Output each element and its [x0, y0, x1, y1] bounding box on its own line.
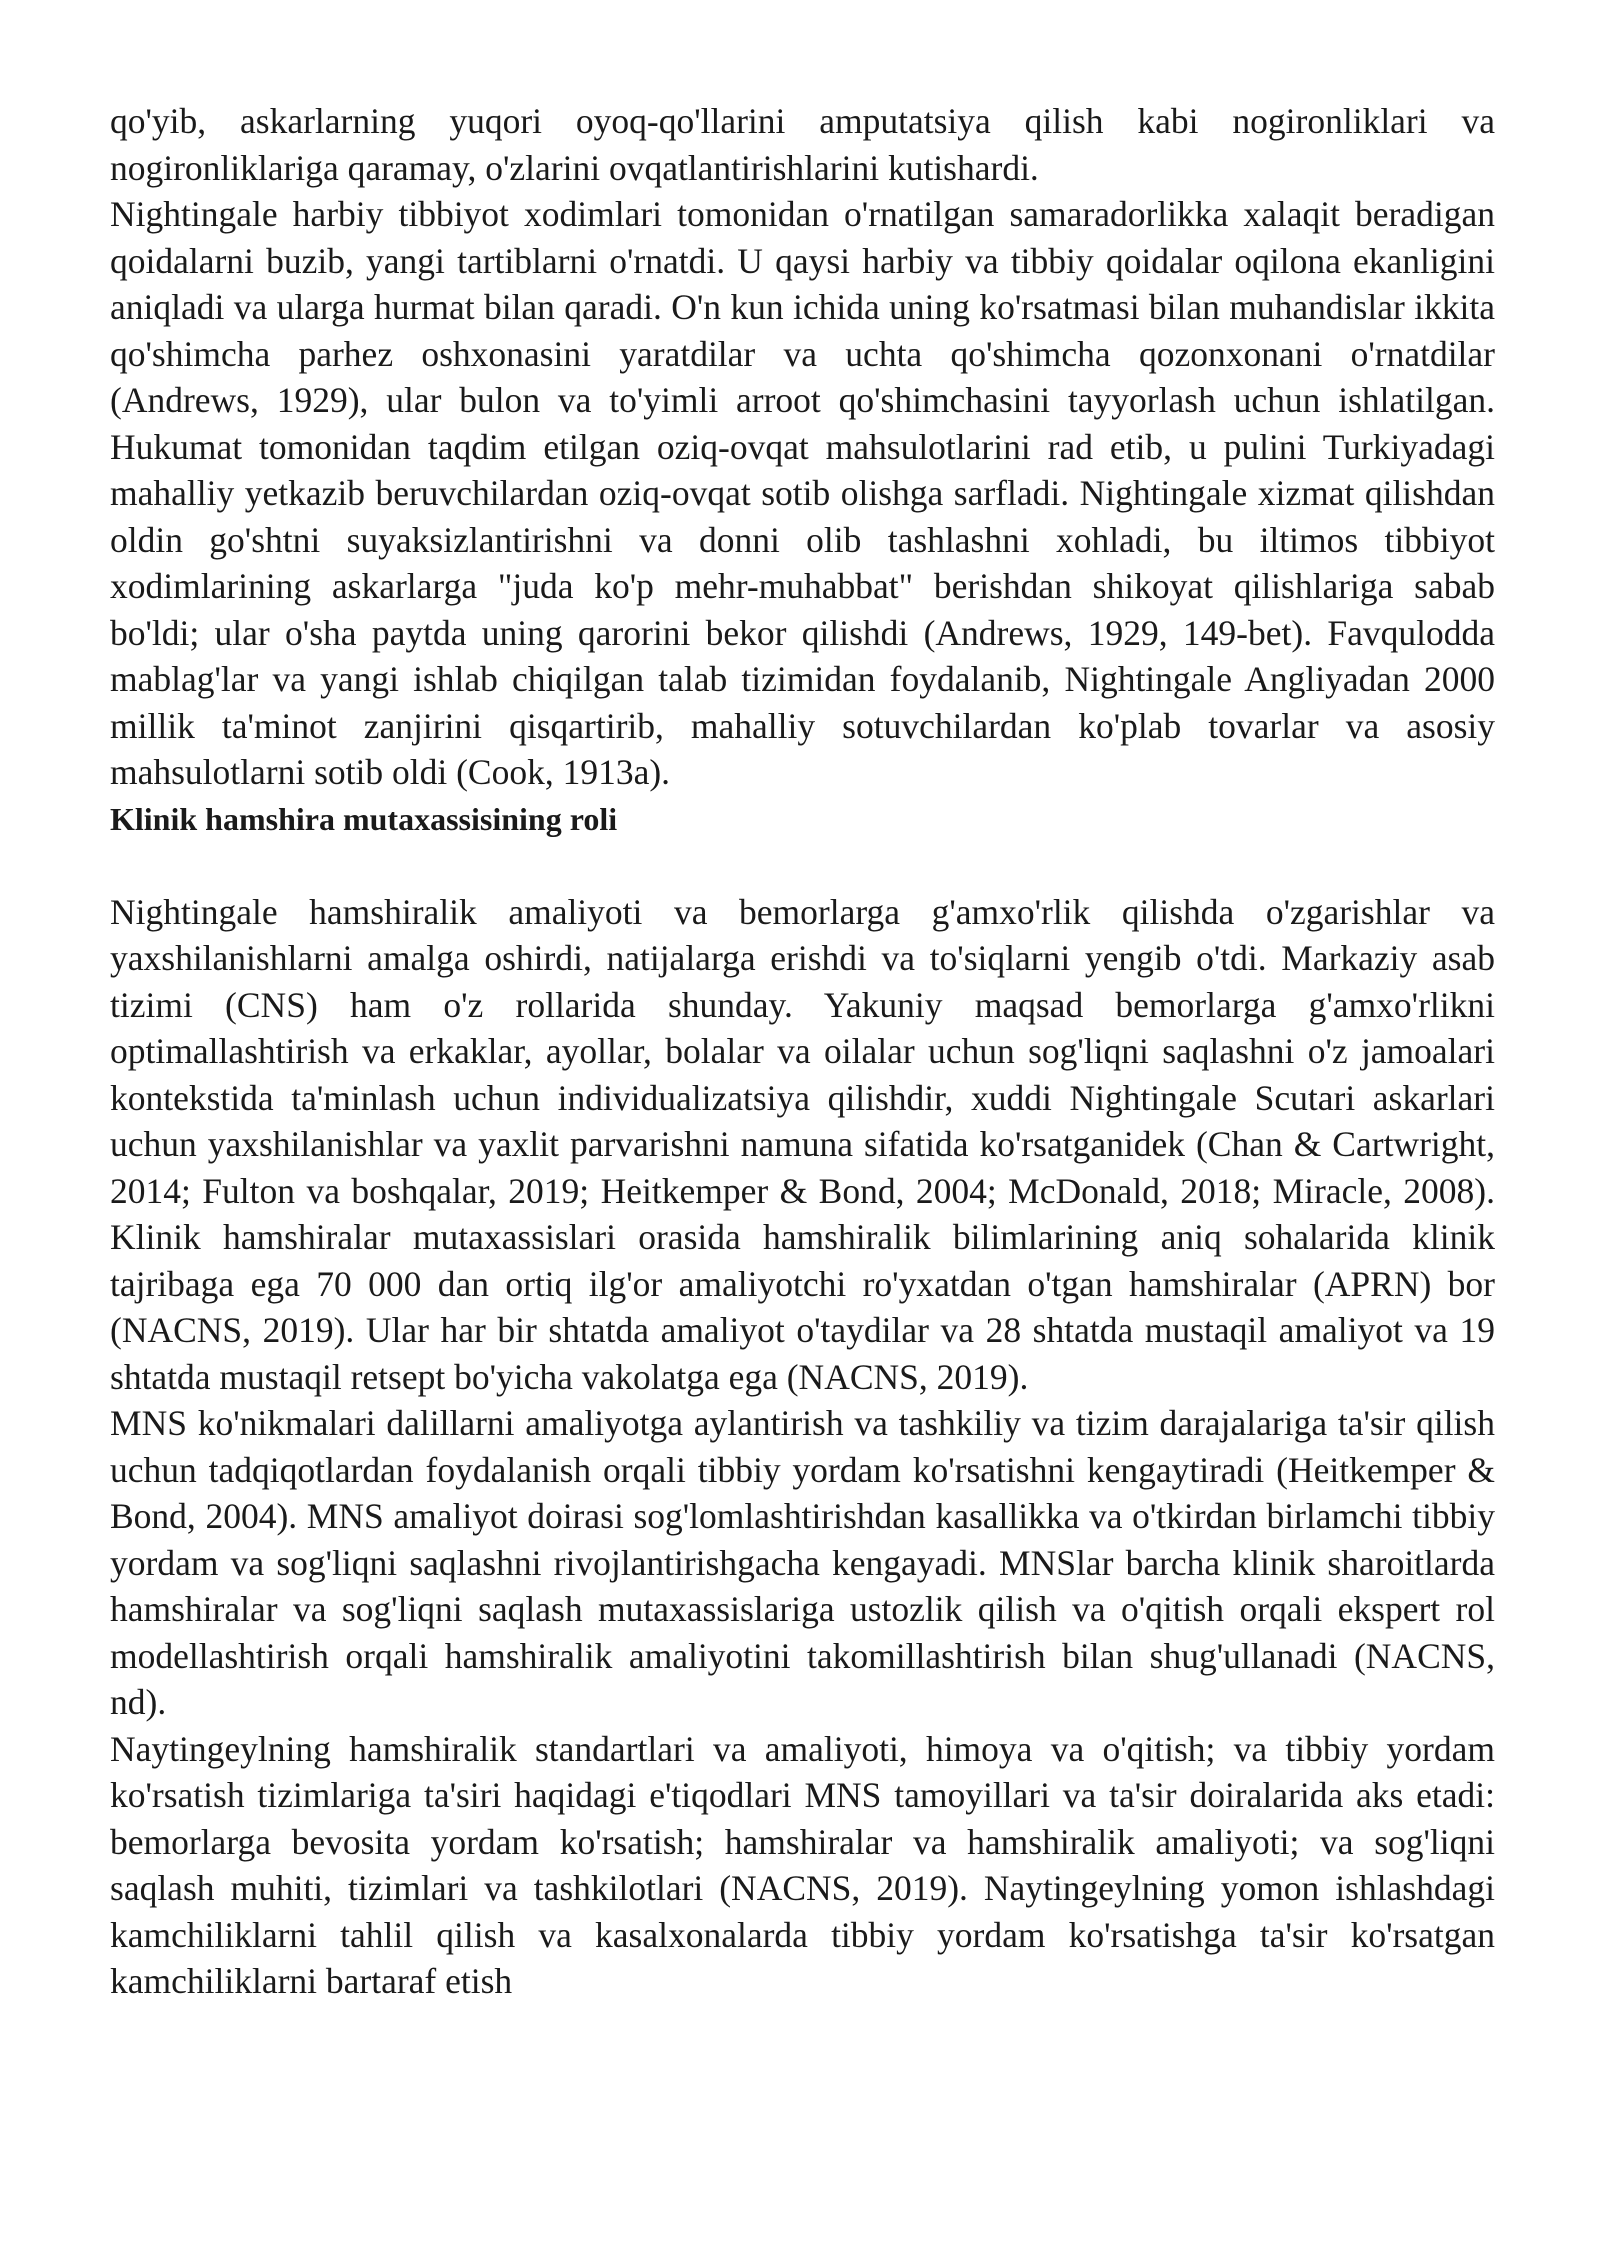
- paragraph-nightingale-rules: Nightingale harbiy tibbiyot xodimlari tomonidan o'rnatilgan samaradorlikka xalaqit beradigan qoidalarni buzib, yangi tartiblarni o'rnatdi. U qaysi harbiy va tibbiy qoidalar oqilona ekanligini aniqladi va ularga hurmat bilan qaradi. O'n kun ichida uning ko'rsatmasi bilan muhandislar ikkita qo'shimcha parhez oshxonasini yaratdilar va uchta qo'shimcha qozonxonani o'rnatdilar (Andrews, 1929), ular bulon va to'yimli arroot qo'shimchasini tayyorlash uchun ishlatilgan. Hukumat tomonidan taqdim etilgan oziq-ovqat mahsulotlarini rad etib, u pulini Turkiyadagi mahalliy yetkazib beruvchilardan oziq-ovqat sotib olishga sarfladi. Nightingale xizmat qilishdan oldin go'shtni suyaksizlantirishni va donni olib tashlashni xohladi, bu iltimos tibbiyot xodimlarining askarlarga "juda ko'p mehr-muhabbat" berishdan shikoyat qilishlariga sabab bo'ldi; ular o'sha paytda uning qarorini bekor qilishdi (Andrews, 1929, 149-bet). Favqulodda mablag'lar va yangi ishlab chiqilgan talab tizimidan foydalanib, Nightingale Angliyadan 2000 millik ta'minot zanjirini qisqartirib, mahalliy sotuvchilardan ko'plab tovarlar va asosiy mahsulotlarni sotib oldi (Cook, 1913a).: [110, 194, 1495, 792]
- document-page: [110, 98, 1495, 2005]
- paragraph-continuation: qo'yib, askarlarning yuqori oyoq-qo'llarini amputatsiya qilish kabi nogironliklari va nogironliklariga qaramay, o'zlarini ovqatlantirishlarini kutishardi.: [110, 101, 1495, 188]
- section-spacer: [110, 842, 1495, 889]
- paragraph-cns-role: Nightingale hamshiralik amaliyoti va bemorlarga g'amxo'rlik qilishda o'zgarishlar va yaxshilanishlarni amalga oshirdi, natijalarga erishdi va to'siqlarni yengib o'tdi. Markaziy asab tizimi (CNS) ham o'z rollarida shunday. Yakuniy maqsad bemorlarga g'amxo'rlikni optimallashtirish va erkaklar, ayollar, bolalar va oilalar uchun sog'liqni saqlashni o'z jamoalari kontekstida ta'minlash uchun individualizatsiya qilishdir, xuddi Nightingale Scutari askarlari uchun yaxshilanishlar va yaxlit parvarishni namuna sifatida ko'rsatganidek (Chan & Cartwright, 2014; Fulton va boshqalar, 2019; Heitkemper & Bond, 2004; McDonald, 2018; Miracle, 2008). Klinik hamshiralar mutaxassislari orasida hamshiralik bilimlarining aniq sohalarida klinik tajribaga ega 70 000 dan ortiq ilg'or amaliyotchi ro'yxatdan o'tgan hamshiralar (APRN) bor (NACNS, 2019). Ular har bir shtatda amaliyot o'taydilar va 28 shtatda mustaqil amaliyot va 19 shtatda mustaqil retsept bo'yicha vakolatga ega (NACNS, 2019).: [110, 891, 1495, 1397]
- paragraph-nightingale-standards: Naytingeylning hamshiralik standartlari va amaliyoti, himoya va o'qitish; va tibbiy yordam ko'rsatish tizimlariga ta'siri haqidagi e'tiqodlari MNS tamoyillari va ta'sir doiralarida aks etadi: bemorlarga bevosita yordam ko'rsatish; hamshiralar va hamshiralik amaliyoti; va sog'liqni saqlash muhiti, tizimlari va tashkilotlari (NACNS, 2019). Naytingeylning yomon ishlashdagi kamchiliklarni tahlil qilish va kasalxonalarda tibbiy yordam ko'rsatishga ta'sir ko'rsatgan kamchiliklarni bartaraf etish: [110, 1728, 1495, 2001]
- paragraph-mns-skills: MNS ko'nikmalari dalillarni amaliyotga aylantirish va tashkiliy va tizim darajalariga ta'sir qilish uchun tadqiqotlardan foydalanish orqali tibbiy yordam ko'rsatishni kengaytiradi (Heitkemper & Bond, 2004). MNS amaliyot doirasi sog'lomlashtirishdan kasallikka va o'tkirdan birlamchi tibbiy yordam va sog'liqni saqlashni rivojlantirishgacha kengayadi. MNSlar barcha klinik sharoitlarda hamshiralar va sog'liqni saqlash mutaxassislariga ustozlik qilish va o'qitish orqali ekspert rol modellashtirish orqali hamshiralik amaliyotini takomillashtirish bilan shug'ullanadi (NACNS, nd).: [110, 1403, 1495, 1722]
- section-heading: Klinik hamshira mutaxassisining roli: [110, 800, 618, 837]
